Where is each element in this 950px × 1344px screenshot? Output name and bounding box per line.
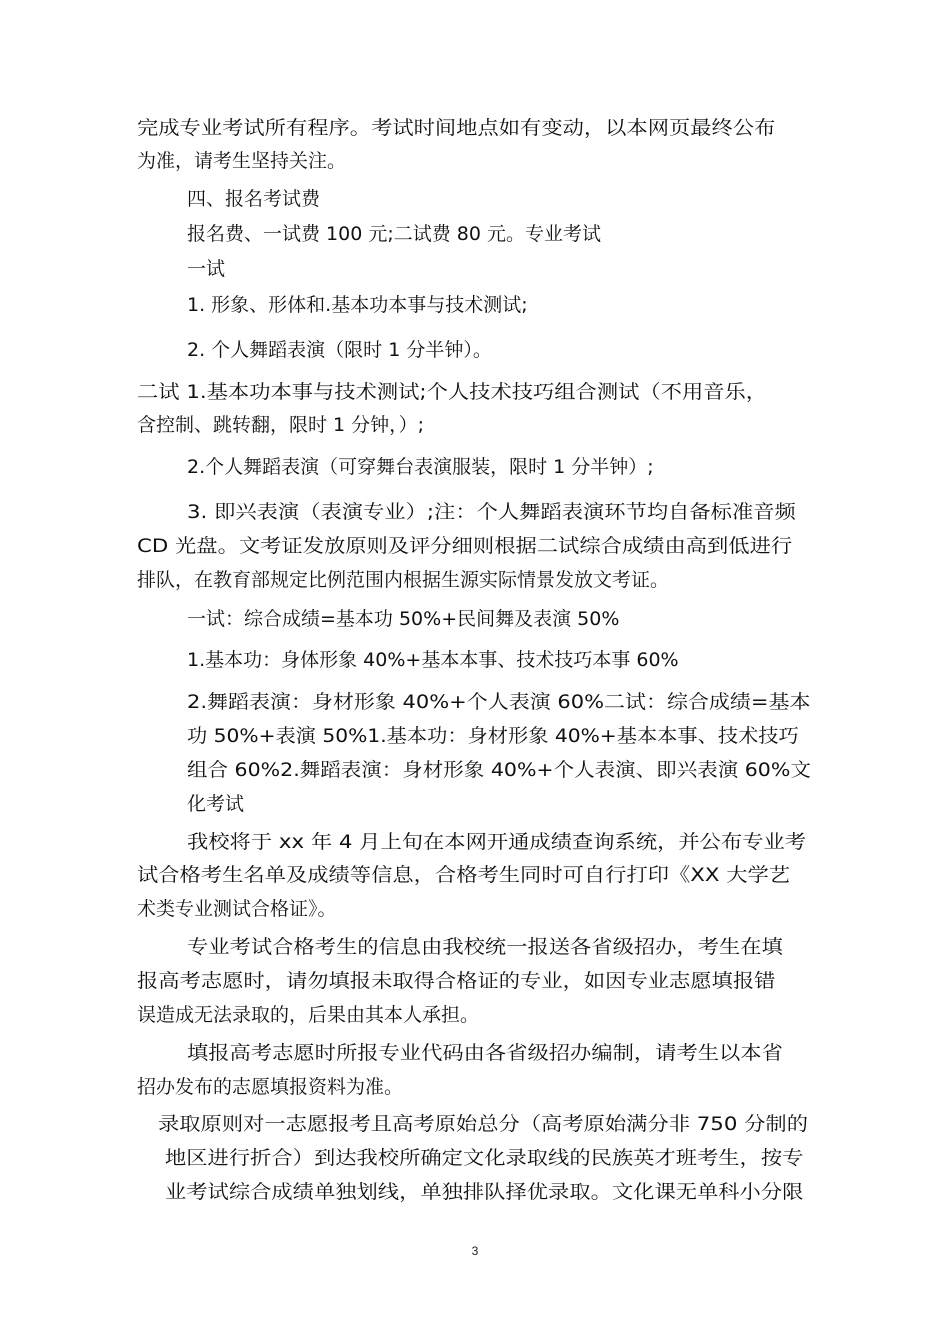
text-line: 1. 形象、形体和.基本功本事与技术测试; <box>187 294 528 316</box>
text-line: 填报高考志愿时所报专业代码由各省级招办编制，请考生以本省 <box>187 1042 783 1064</box>
text-line: 排队，在教育部规定比例范围内根据生源实际情景发放文考证。 <box>137 569 670 591</box>
text-line: 组合 60%2.舞蹈表演：身材形象 40%+个人表演、即兴表演 60%文 <box>187 759 811 781</box>
text-line: 四、报名考试费 <box>187 188 321 210</box>
text-line: 专业考试合格考生的信息由我校统一报送各省级招办，考生在填 <box>187 936 783 958</box>
text-line: 术类专业测试合格证》。 <box>137 898 337 920</box>
text-line: 试合格考生名单及成绩等信息，合格考生同时可自行打印《XX 大学艺 <box>137 864 791 886</box>
text-line: 报高考志愿时，请勿填报未取得合格证的专业，如因专业志愿填报错 <box>137 970 776 992</box>
page-number: 3 <box>471 1244 479 1258</box>
text-line: 招办发布的志愿填报资料为准。 <box>137 1076 404 1098</box>
text-line: 含控制、跳转翻，限时 1 分钟，）; <box>137 414 425 436</box>
text-line: 功 50%+表演 50%1.基本功：身材形象 40%+基本本事、技术技巧 <box>187 725 799 747</box>
text-line: 录取原则对一志愿报考且高考原始总分（高考原始满分非 750 分制的 <box>158 1113 809 1135</box>
text-line: 业考试综合成绩单独划线，单独排队择优录取。文化课无单科小分限 <box>165 1181 804 1203</box>
text-line: 3. 即兴表演（表演专业）;注：个人舞蹈表演环节均自备标准音频 <box>187 501 796 523</box>
text-line: 误造成无法录取的，后果由其本人承担。 <box>137 1004 480 1026</box>
text-line: 完成专业考试所有程序。考试时间地点如有变动，以本网页最终公布 <box>137 117 776 139</box>
text-line: 地区进行折合）到达我校所确定文化录取线的民族英才班考生，按专 <box>165 1147 804 1169</box>
text-line: CD 光盘。文考证发放原则及评分细则根据二试综合成绩由高到低进行 <box>137 535 793 557</box>
text-line: 1.基本功：身体形象 40%+基本本事、技术技巧本事 60% <box>187 649 679 671</box>
text-line: 报名费、一试费 100 元;二试费 80 元。专业考试 <box>187 223 602 245</box>
text-line: 化考试 <box>187 793 245 815</box>
text-line: 一试：综合成绩=基本功 50%+民间舞及表演 50% <box>187 608 620 630</box>
text-line: 2.个人舞蹈表演（可穿舞台表演服装，限时 1 分半钟）; <box>187 456 654 478</box>
text-line: 2. 个人舞蹈表演（限时 1 分半钟）。 <box>187 339 492 361</box>
text-line: 二试 1.基本功本事与技术测试;个人技术技巧组合测试（不用音乐， <box>137 381 768 403</box>
text-line: 我校将于 xx 年 4 月上旬在本网开通成绩查询系统，并公布专业考 <box>187 831 807 853</box>
text-line: 为准，请考生坚持关注。 <box>137 150 347 172</box>
text-line: 一试 <box>187 258 226 280</box>
text-line: 2.舞蹈表演：身材形象 40%+个人表演 60%二试：综合成绩=基本 <box>187 691 811 713</box>
